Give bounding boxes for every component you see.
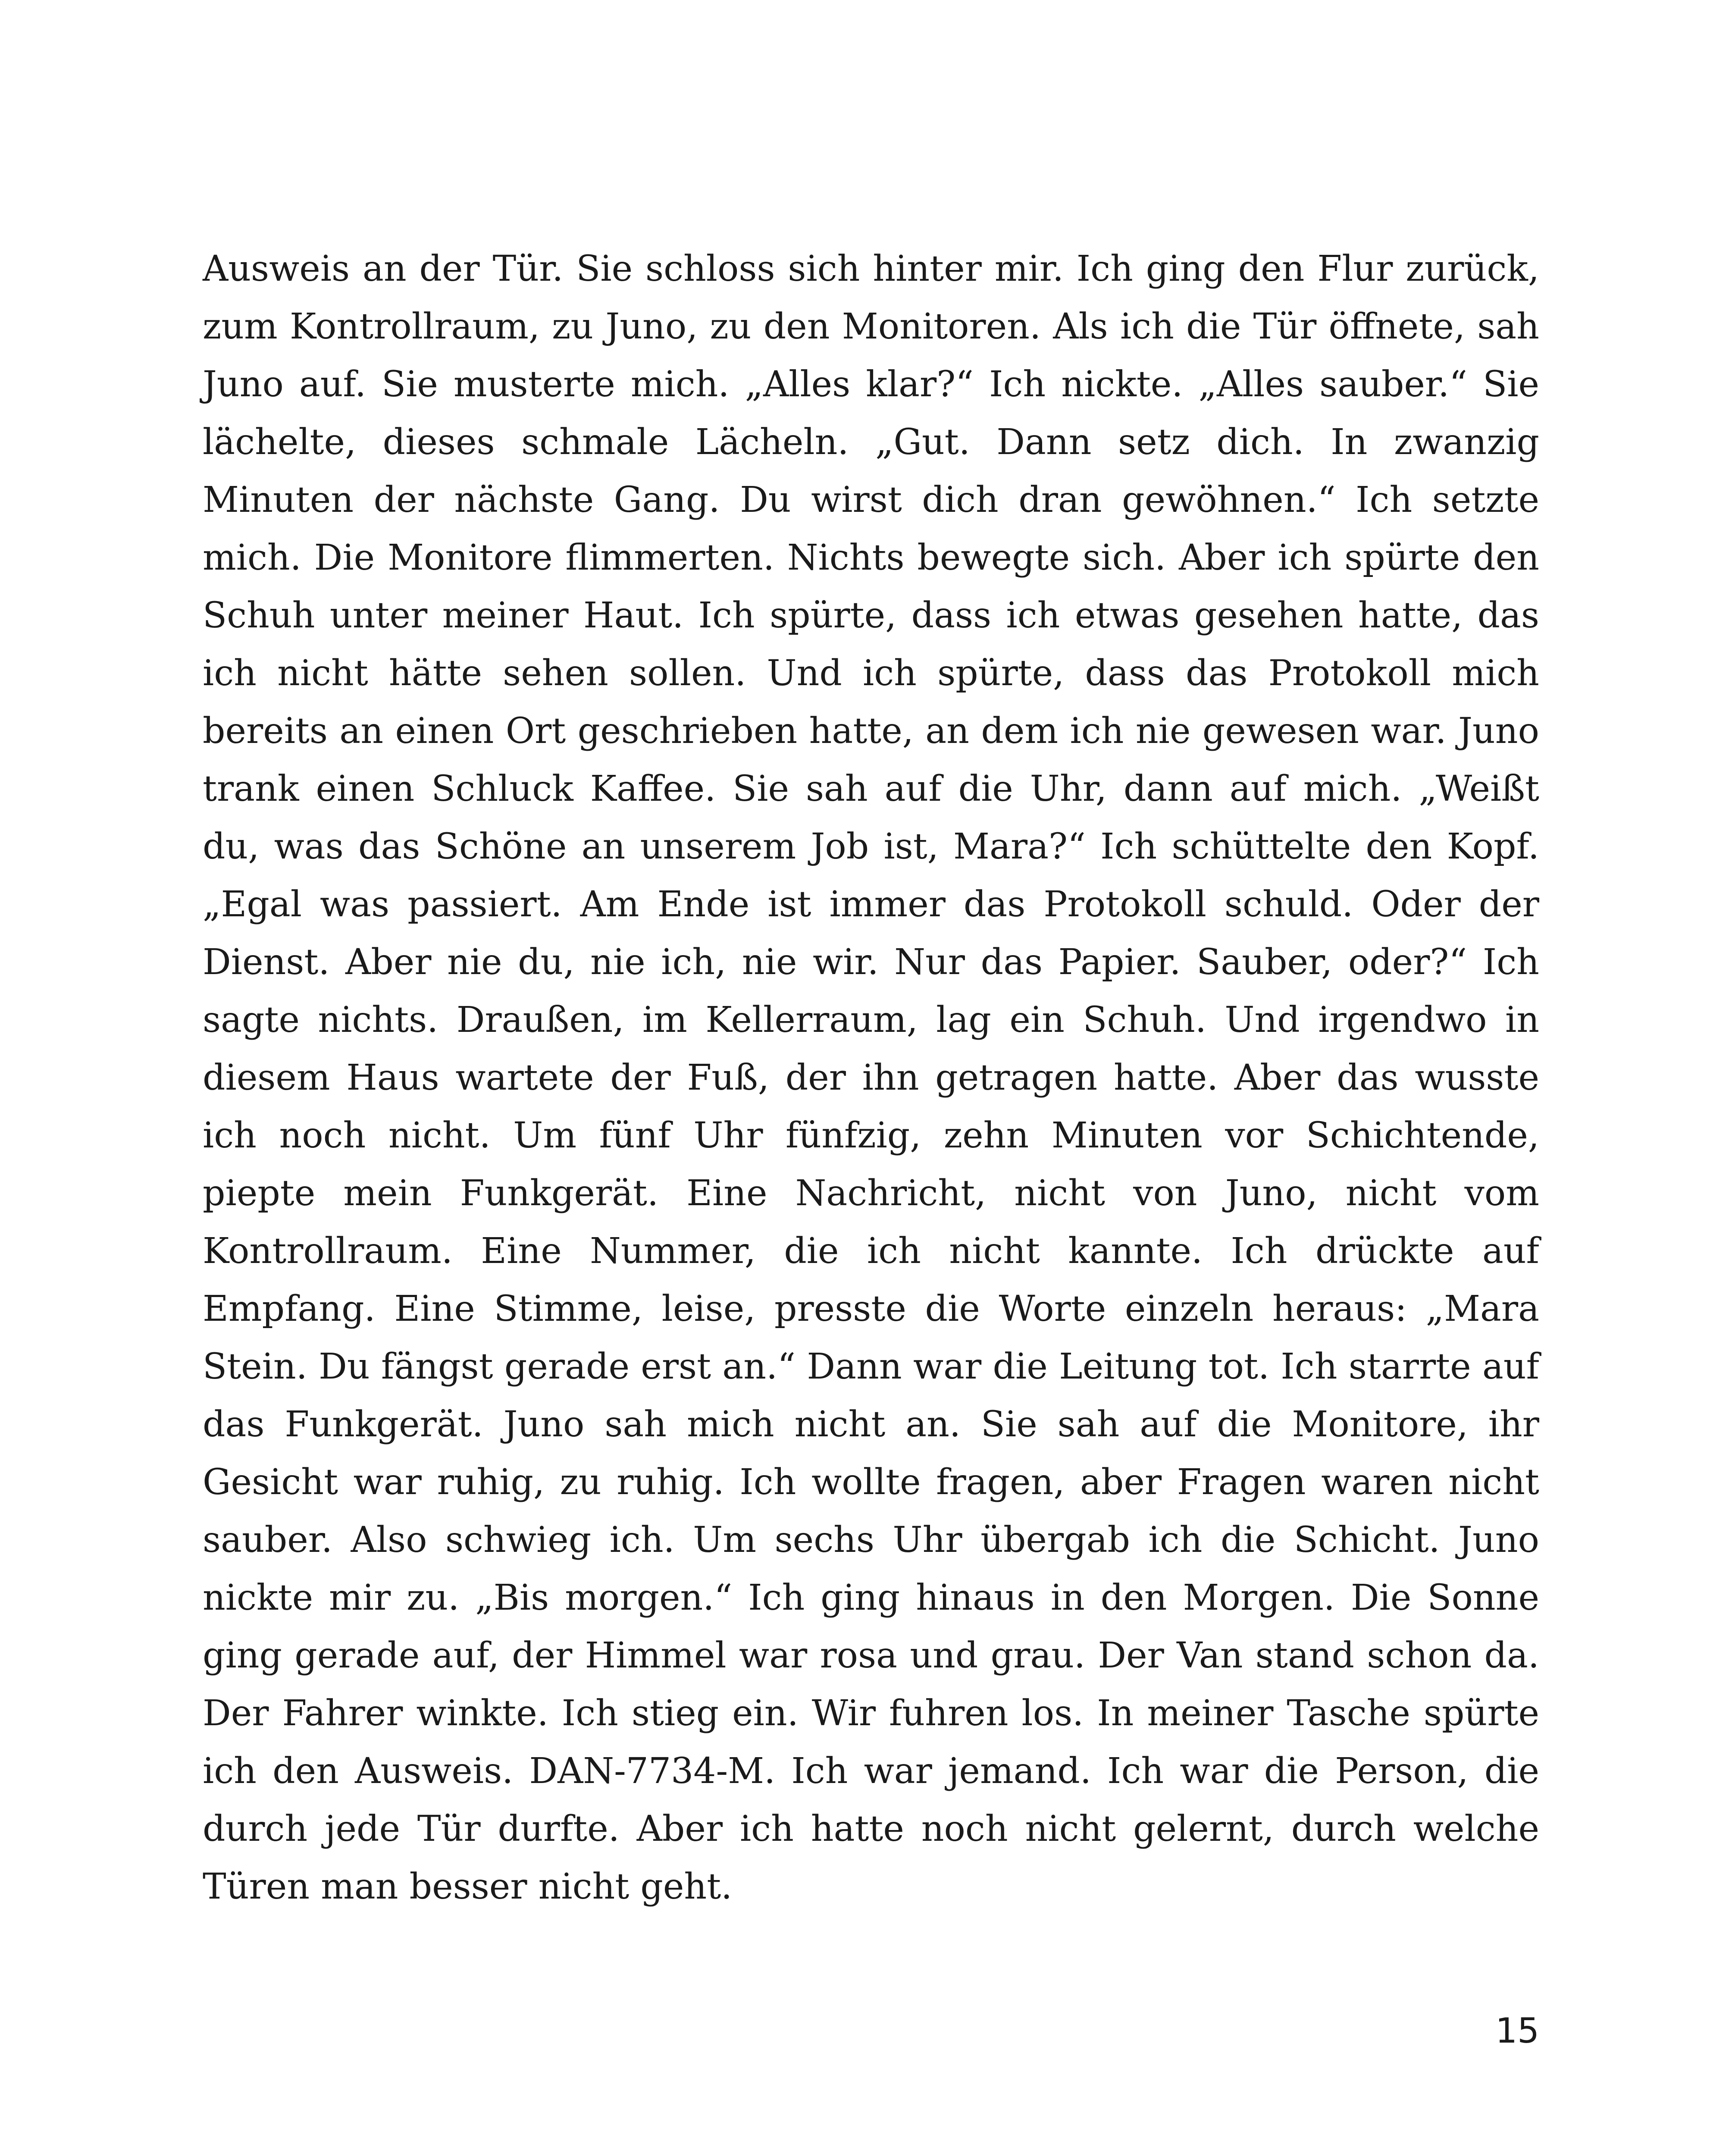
- page-number: 15: [1495, 2011, 1539, 2051]
- body-paragraph: Ausweis an der Tür. Sie schloss sich hinter mir. Ich ging den Flur zurück, zum Kontrollraum, zu Juno, zu den Monitoren. Als ich die Tür öffnete, sah Juno auf. Sie musterte mich. „Alles klar?“ Ich nickte. „Alles sauber.“ Sie lächelte, dieses schmale Lächeln. „Gut. Dann setz dich. In zwanzig Minuten der nächste Gang. Du wirst dich dran gewöhnen.“ Ich setzte mich. Die Monitore flimmerten. Nichts bewegte sich. Aber ich spürte den Schuh unter meiner Haut. Ich spürte, dass ich etwas gesehen hatte, das ich nicht hätte sehen sollen. Und ich spürte, dass das Protokoll mich bereits an einen Ort geschrieben hatte, an dem ich nie gewesen war. Juno trank einen Schluck Kaffee. Sie sah auf die Uhr, dann auf mich. „Weißt du, was das Schöne an unserem Job ist, Mara?“ Ich schüttelte den Kopf. „Egal was passiert. Am Ende ist immer das Protokoll schuld. Oder der Dienst. Aber nie du, nie ich, nie wir. Nur das Papier. Sauber, oder?“ Ich sagte nichts. Draußen, im Kellerraum, lag ein Schuh. Und irgendwo in diesem Haus wartete der Fuß, der ihn getragen hatte. Aber das wusste ich noch nicht. Um fünf Uhr fünfzig, zehn Minuten vor Schichtende, piepte mein Funkgerät. Eine Nachricht, nicht von Juno, nicht vom Kontrollraum. Eine Nummer, die ich nicht kannte. Ich drückte auf Empfang. Eine Stimme, leise, presste die Worte einzeln heraus: „Mara Stein. Du fängst gerade erst an.“ Dann war die Leitung tot. Ich starrte auf das Funkgerät. Juno sah mich nicht an. Sie sah auf die Monitore, ihr Gesicht war ruhig, zu ruhig. Ich wollte fragen, aber Fragen waren nicht sauber. Also schwieg ich. Um sechs Uhr übergab ich die Schicht. Juno nickte mir zu. „Bis morgen.“ Ich ging hinaus in den Morgen. Die Sonne ging gerade auf, der Himmel war rosa und grau. Der Van stand schon da. Der Fahrer winkte. Ich stieg ein. Wir fuhren los. In meiner Tasche spürte ich den Ausweis. DAN-7734-M. Ich war jemand. Ich war die Person, die durch jede Tür durfte. Aber ich hatte noch nicht gelernt, durch welche Türen man besser nicht geht.: [203, 248, 1539, 1907]
